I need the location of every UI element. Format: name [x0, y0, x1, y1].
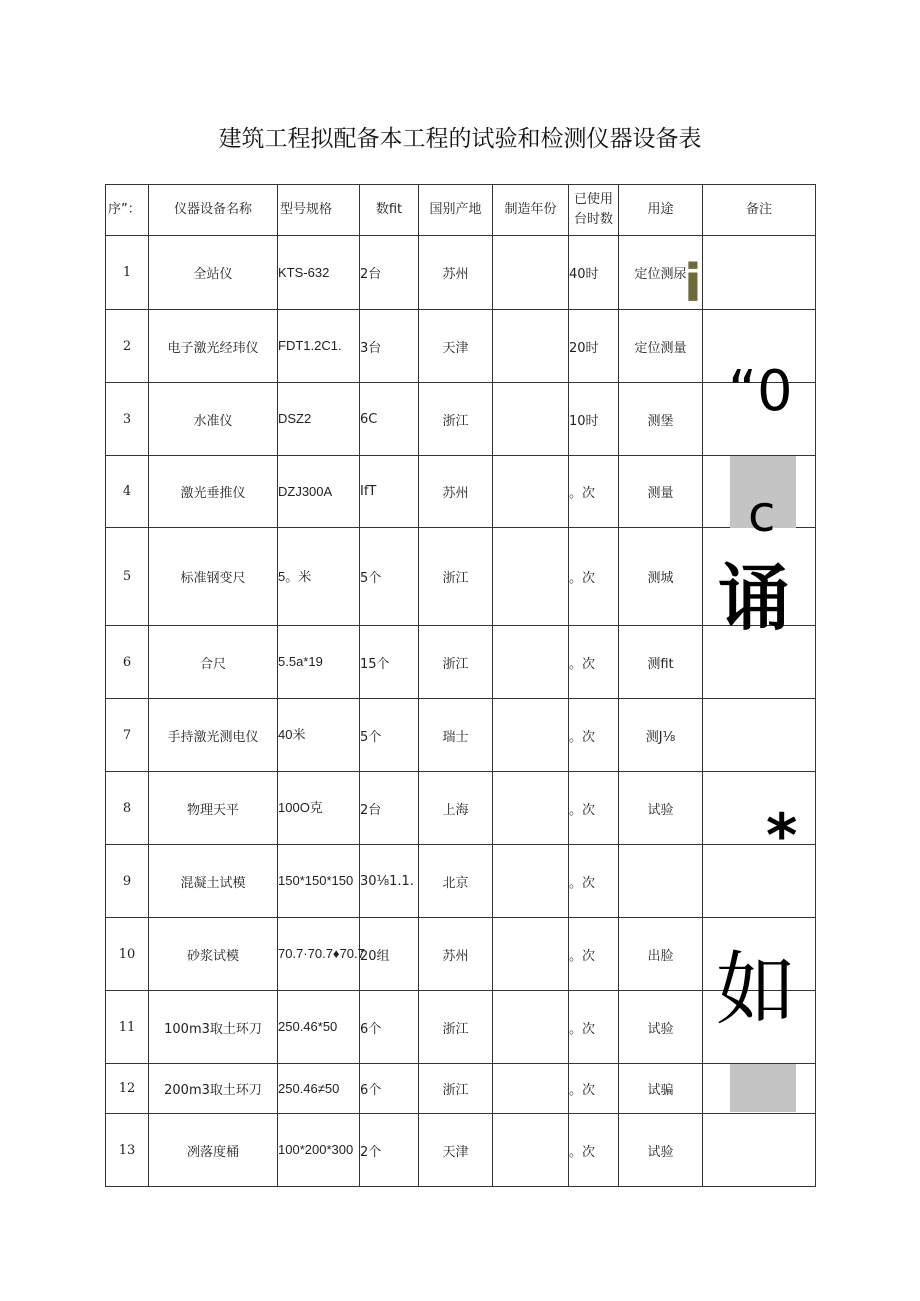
- row-remark: [703, 699, 816, 772]
- row-remark: [703, 236, 816, 310]
- remark-mark-jiu: 如: [716, 943, 796, 1036]
- row-hours: 。次: [569, 845, 619, 918]
- row-hours: 。次: [569, 1114, 619, 1187]
- row-name: 砂浆试模: [149, 918, 278, 991]
- row-qty: 2台: [360, 772, 419, 845]
- row-year: [493, 310, 569, 383]
- row-use: 出脸: [619, 918, 703, 991]
- row-qty: 15个: [360, 626, 419, 699]
- row-name: 100m3取土环刀: [149, 991, 278, 1064]
- row-origin: 浙江: [419, 1064, 493, 1114]
- row-use: 定位测量: [619, 310, 703, 383]
- row-origin: 瑞士: [419, 699, 493, 772]
- remark-mark-c: c: [748, 485, 776, 543]
- row-name: 激光垂推仪: [149, 456, 278, 528]
- row-name: 电子激光经玮仪: [149, 310, 278, 383]
- header-no: 序”：: [106, 185, 149, 236]
- table-row: [106, 918, 816, 991]
- row-origin: 北京: [419, 845, 493, 918]
- row-origin: 浙江: [419, 383, 493, 456]
- row-qty: 6个: [360, 1064, 419, 1114]
- row-no: 12: [106, 1064, 149, 1114]
- table-row: [106, 1064, 816, 1114]
- table-header-row: [106, 185, 816, 236]
- table-row: [106, 845, 816, 918]
- header-origin: 国别产地: [419, 185, 493, 236]
- row-hours: 10时: [569, 383, 619, 456]
- row-model: FDT1.2C1.: [278, 310, 360, 383]
- row-hours: 40时: [569, 236, 619, 310]
- row-year: [493, 772, 569, 845]
- row-no: 2: [106, 310, 149, 383]
- row-hours: 。次: [569, 528, 619, 626]
- row-qty: 3台: [360, 310, 419, 383]
- row-no: 10: [106, 918, 149, 991]
- row-name: 混凝土试模: [149, 845, 278, 918]
- table-row: [106, 383, 816, 456]
- row-name: 冽落度桶: [149, 1114, 278, 1187]
- row-year: [493, 383, 569, 456]
- table-row: [106, 991, 816, 1064]
- table-row: [106, 772, 816, 845]
- row-qty: 6C: [360, 383, 419, 456]
- header-remark: 备注: [703, 185, 816, 236]
- row-model: 250.46*50: [278, 991, 360, 1064]
- header-year: 制造年份: [493, 185, 569, 236]
- row-year: [493, 236, 569, 310]
- remark-mark-quote: “0: [728, 359, 793, 424]
- row-year: [493, 845, 569, 918]
- row-no: 5: [106, 528, 149, 626]
- row-use: 测J⅛: [619, 699, 703, 772]
- row-use: 试验: [619, 991, 703, 1064]
- row-name: 水准仪: [149, 383, 278, 456]
- row-qty: 20组: [360, 918, 419, 991]
- row-model: 250.46≠50: [278, 1064, 360, 1114]
- row-origin: 苏州: [419, 918, 493, 991]
- row-model: KTS-632: [278, 236, 360, 310]
- row-origin: 浙江: [419, 991, 493, 1064]
- row-qty: 5个: [360, 528, 419, 626]
- row-model: DZJ300A: [278, 456, 360, 528]
- row-year: [493, 699, 569, 772]
- row-no: 9: [106, 845, 149, 918]
- row-origin: 苏州: [419, 456, 493, 528]
- row-hours: 。次: [569, 1064, 619, 1114]
- row-name: 200m3取土环刀: [149, 1064, 278, 1114]
- row-year: [493, 991, 569, 1064]
- row-no: 7: [106, 699, 149, 772]
- table-row: [106, 1114, 816, 1187]
- table-row: [106, 626, 816, 699]
- row-use: 试验: [619, 1114, 703, 1187]
- row-hours: 。次: [569, 772, 619, 845]
- row-no: 3: [106, 383, 149, 456]
- row-use: 试验: [619, 772, 703, 845]
- row-model: 150*150*150: [278, 845, 360, 918]
- row-hours: 。次: [569, 699, 619, 772]
- row-origin: 天津: [419, 310, 493, 383]
- table-row: [106, 699, 816, 772]
- row-qty: 5个: [360, 699, 419, 772]
- row-hours: 。次: [569, 456, 619, 528]
- row-hours: 。次: [569, 918, 619, 991]
- row-no: 4: [106, 456, 149, 528]
- table-row: [106, 236, 816, 310]
- row-year: [493, 1064, 569, 1114]
- header-use: 用途: [619, 185, 703, 236]
- row-use: 定位测尿: [619, 236, 703, 310]
- header-hours: 已使用台时数: [569, 185, 619, 236]
- table-row: [106, 528, 816, 626]
- row-name: 标准钢变尺: [149, 528, 278, 626]
- row-model: 40米: [278, 699, 360, 772]
- header-name: 仪器设备名称: [149, 185, 278, 236]
- row-year: [493, 528, 569, 626]
- row-name: 合尺: [149, 626, 278, 699]
- row-qty: 2个: [360, 1114, 419, 1187]
- row-name: 手持激光测电仪: [149, 699, 278, 772]
- row-no: 13: [106, 1114, 149, 1187]
- row-hours: 。次: [569, 626, 619, 699]
- remark-mark-star: *: [766, 801, 798, 871]
- table-row: [106, 456, 816, 528]
- row-hours: 20时: [569, 310, 619, 383]
- row-remark: [703, 845, 816, 918]
- row-model: 100O克: [278, 772, 360, 845]
- row-no: 8: [106, 772, 149, 845]
- row-origin: 上海: [419, 772, 493, 845]
- row-qty: IfT: [360, 456, 419, 528]
- row-use: 测fit: [619, 626, 703, 699]
- header-qty: 数fit: [360, 185, 419, 236]
- row-use: 测堡: [619, 383, 703, 456]
- row-use: 测城: [619, 528, 703, 626]
- remark-grey-block-2: [730, 1064, 796, 1112]
- row-no: 1: [106, 236, 149, 310]
- row-model: 70.7·70.7♦70.7: [278, 918, 360, 991]
- table-row: [106, 310, 816, 383]
- row-qty: 6个: [360, 991, 419, 1064]
- row-use: 试骗: [619, 1064, 703, 1114]
- row-hours: 。次: [569, 991, 619, 1064]
- row-model: DSZ2: [278, 383, 360, 456]
- row-name: 全站仪: [149, 236, 278, 310]
- row-use: 测量: [619, 456, 703, 528]
- page-title: 建筑工程拟配备本工程的试验和检测仪器设备表: [218, 126, 702, 152]
- row-model: 5.5a*19: [278, 626, 360, 699]
- remark-mark-i: i: [684, 254, 702, 314]
- row-year: [493, 1114, 569, 1187]
- row-year: [493, 918, 569, 991]
- row-remark: [703, 772, 816, 845]
- row-origin: 浙江: [419, 528, 493, 626]
- row-origin: 苏州: [419, 236, 493, 310]
- row-qty: 30⅛1.1.: [360, 845, 419, 918]
- remark-mark-tong: 诵: [718, 556, 791, 640]
- row-origin: 浙江: [419, 626, 493, 699]
- row-use: [619, 845, 703, 918]
- row-year: [493, 626, 569, 699]
- row-remark: [703, 1114, 816, 1187]
- equipment-table: [105, 184, 816, 1187]
- row-year: [493, 456, 569, 528]
- row-model: 100*200*300: [278, 1114, 360, 1187]
- row-origin: 天津: [419, 1114, 493, 1187]
- row-no: 6: [106, 626, 149, 699]
- header-model: 型号规格: [278, 185, 360, 236]
- row-model: 5。米: [278, 528, 360, 626]
- row-no: 11: [106, 991, 149, 1064]
- row-name: 物理天平: [149, 772, 278, 845]
- row-qty: 2台: [360, 236, 419, 310]
